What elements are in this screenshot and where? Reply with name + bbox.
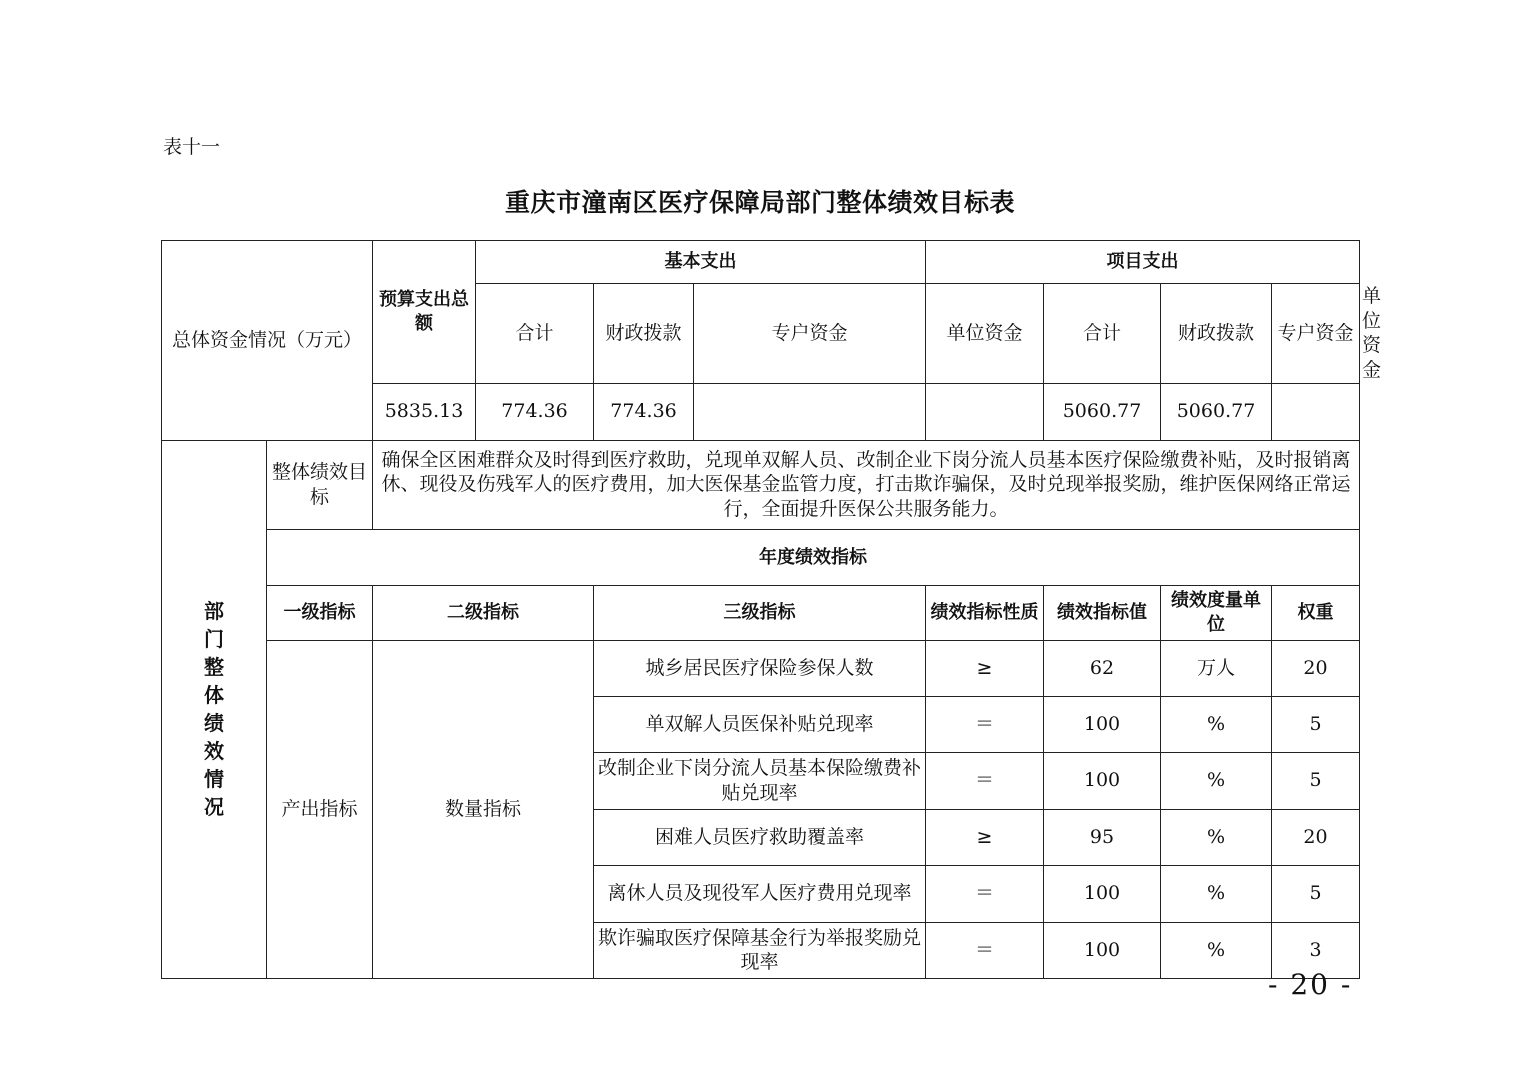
indicator-unit: % <box>1161 809 1272 865</box>
indicator-value: 100 <box>1044 752 1161 809</box>
basic-total-value: 774.36 <box>476 383 594 440</box>
weight-header: 权重 <box>1272 585 1360 640</box>
indicator-name: 困难人员医疗救助覆盖率 <box>594 809 926 865</box>
indicator-value: 100 <box>1044 696 1161 752</box>
indicator-name: 欺诈骗取医疗保障基金行为举报奖励兑现率 <box>594 922 926 978</box>
project-fiscal-value: 5060.77 <box>1161 383 1272 440</box>
indicator-value: 95 <box>1044 809 1161 865</box>
annual-indicators-header: 年度绩效指标 <box>267 529 1360 585</box>
indicator-name: 城乡居民医疗保险参保人数 <box>594 640 926 696</box>
indicator-nature: ＝ <box>926 696 1044 752</box>
value-header: 绩效指标值 <box>1044 585 1161 640</box>
indicator-unit: % <box>1161 752 1272 809</box>
indicator-name: 单双解人员医保补贴兑现率 <box>594 696 926 752</box>
section-vertical-text: 部 门 整 体 绩 效 情 况 <box>204 599 224 820</box>
page-number: - 20 - <box>1268 968 1353 1001</box>
indicator-unit: % <box>1161 922 1272 978</box>
project-total-header: 合计 <box>1044 284 1161 384</box>
indicator-value: 100 <box>1044 865 1161 922</box>
page-title: 重庆市潼南区医疗保障局部门整体绩效目标表 <box>504 188 1015 217</box>
funds-label: 总体资金情况（万元） <box>162 241 373 441</box>
basic-unit-header: 单位资金 <box>926 284 1044 384</box>
indicator-weight: 3 <box>1272 922 1360 978</box>
indicator-nature: ＝ <box>926 865 1044 922</box>
basic-special-value <box>694 383 926 440</box>
performance-table: 总体资金情况（万元） 预算支出总额 基本支出 项目支出 合计 财政拨款 专户资金 单位资金 合计 财政拨款 专户资金 单位资金 5835.13 774.36 774.36 5060.77 5060.77 部 门 整 体 绩 效 情 况 整体绩效目标 确保全区困难群众及时得到医疗救助，兑现单双解人员、改制企业下岗分流人员基本医疗保险缴费补贴，及时报销离休、现役及伤残军人的医疗费用，加大医保基金监管力度，打击欺诈骗保，及时兑现举报奖励，维护医保网络正常运行，全面提升医保公共服务能力。 年度绩效指标 一级指标 二级指标 三级指标 绩效指标性质 绩效指标值 绩效度量单位 权重 产出指标 数量指标 城乡居民医疗保险参保人数 ≥ 62 万人 20 单双解人员医保补贴兑现率 ＝ 100 % 5 改制企业下岗分流人员基本保险缴费补贴兑现率 ＝ 100 % 5 困难人员医疗救助覆盖率 ≥ 95 % 20 离休人员及现役军人医疗费用兑现率 ＝ 100 % 5 欺诈骗取医疗保障基金行为举报奖励兑现率 ＝ 100 % 3 <box>161 240 1360 979</box>
indicator-name: 离休人员及现役军人医疗费用兑现率 <box>594 865 926 922</box>
level3-header: 三级指标 <box>594 585 926 640</box>
budget-total-value: 5835.13 <box>373 383 476 440</box>
level1-value: 产出指标 <box>267 640 373 978</box>
indicator-value: 100 <box>1044 922 1161 978</box>
basic-unit-value <box>926 383 1044 440</box>
budget-total-header: 预算支出总额 <box>373 241 476 384</box>
unit-header: 绩效度量单位 <box>1161 585 1272 640</box>
indicator-name: 改制企业下岗分流人员基本保险缴费补贴兑现率 <box>594 752 926 809</box>
goal-text: 确保全区困难群众及时得到医疗救助，兑现单双解人员、改制企业下岗分流人员基本医疗保险缴费补贴，及时报销离休、现役及伤残军人的医疗费用，加大医保基金监管力度，打击欺诈骗保，及时兑现举报奖励，维护医保网络正常运行，全面提升医保公共服务能力。 <box>373 440 1360 529</box>
indicator-unit: 万人 <box>1161 640 1272 696</box>
basic-total-header: 合计 <box>476 284 594 384</box>
level1-header: 一级指标 <box>267 585 373 640</box>
basic-expenditure-header: 基本支出 <box>476 241 926 284</box>
indicator-weight: 20 <box>1272 640 1360 696</box>
project-expenditure-header: 项目支出 <box>926 241 1360 284</box>
project-special-header: 专户资金 <box>1272 284 1360 384</box>
indicator-weight: 20 <box>1272 809 1360 865</box>
indicator-nature: ≥ <box>926 809 1044 865</box>
basic-fiscal-header: 财政拨款 <box>594 284 694 384</box>
indicator-weight: 5 <box>1272 696 1360 752</box>
indicator-unit: % <box>1161 696 1272 752</box>
nature-header: 绩效指标性质 <box>926 585 1044 640</box>
level2-header: 二级指标 <box>373 585 594 640</box>
table-number: 表十一 <box>163 136 221 158</box>
indicator-nature: ≥ <box>926 640 1044 696</box>
project-special-value <box>1272 383 1360 440</box>
indicator-nature: ＝ <box>926 922 1044 978</box>
indicator-unit: % <box>1161 865 1272 922</box>
goal-label: 整体绩效目标 <box>267 440 373 529</box>
indicator-value: 62 <box>1044 640 1161 696</box>
indicator-weight: 5 <box>1272 752 1360 809</box>
project-total-value: 5060.77 <box>1044 383 1161 440</box>
basic-special-header: 专户资金 <box>694 284 926 384</box>
level2-value: 数量指标 <box>373 640 594 978</box>
table-row <box>162 640 1360 696</box>
indicator-weight: 5 <box>1272 865 1360 922</box>
project-fiscal-header: 财政拨款 <box>1161 284 1272 384</box>
section-vertical-label <box>162 440 267 978</box>
basic-fiscal-value: 774.36 <box>594 383 694 440</box>
indicator-nature: ＝ <box>926 752 1044 809</box>
